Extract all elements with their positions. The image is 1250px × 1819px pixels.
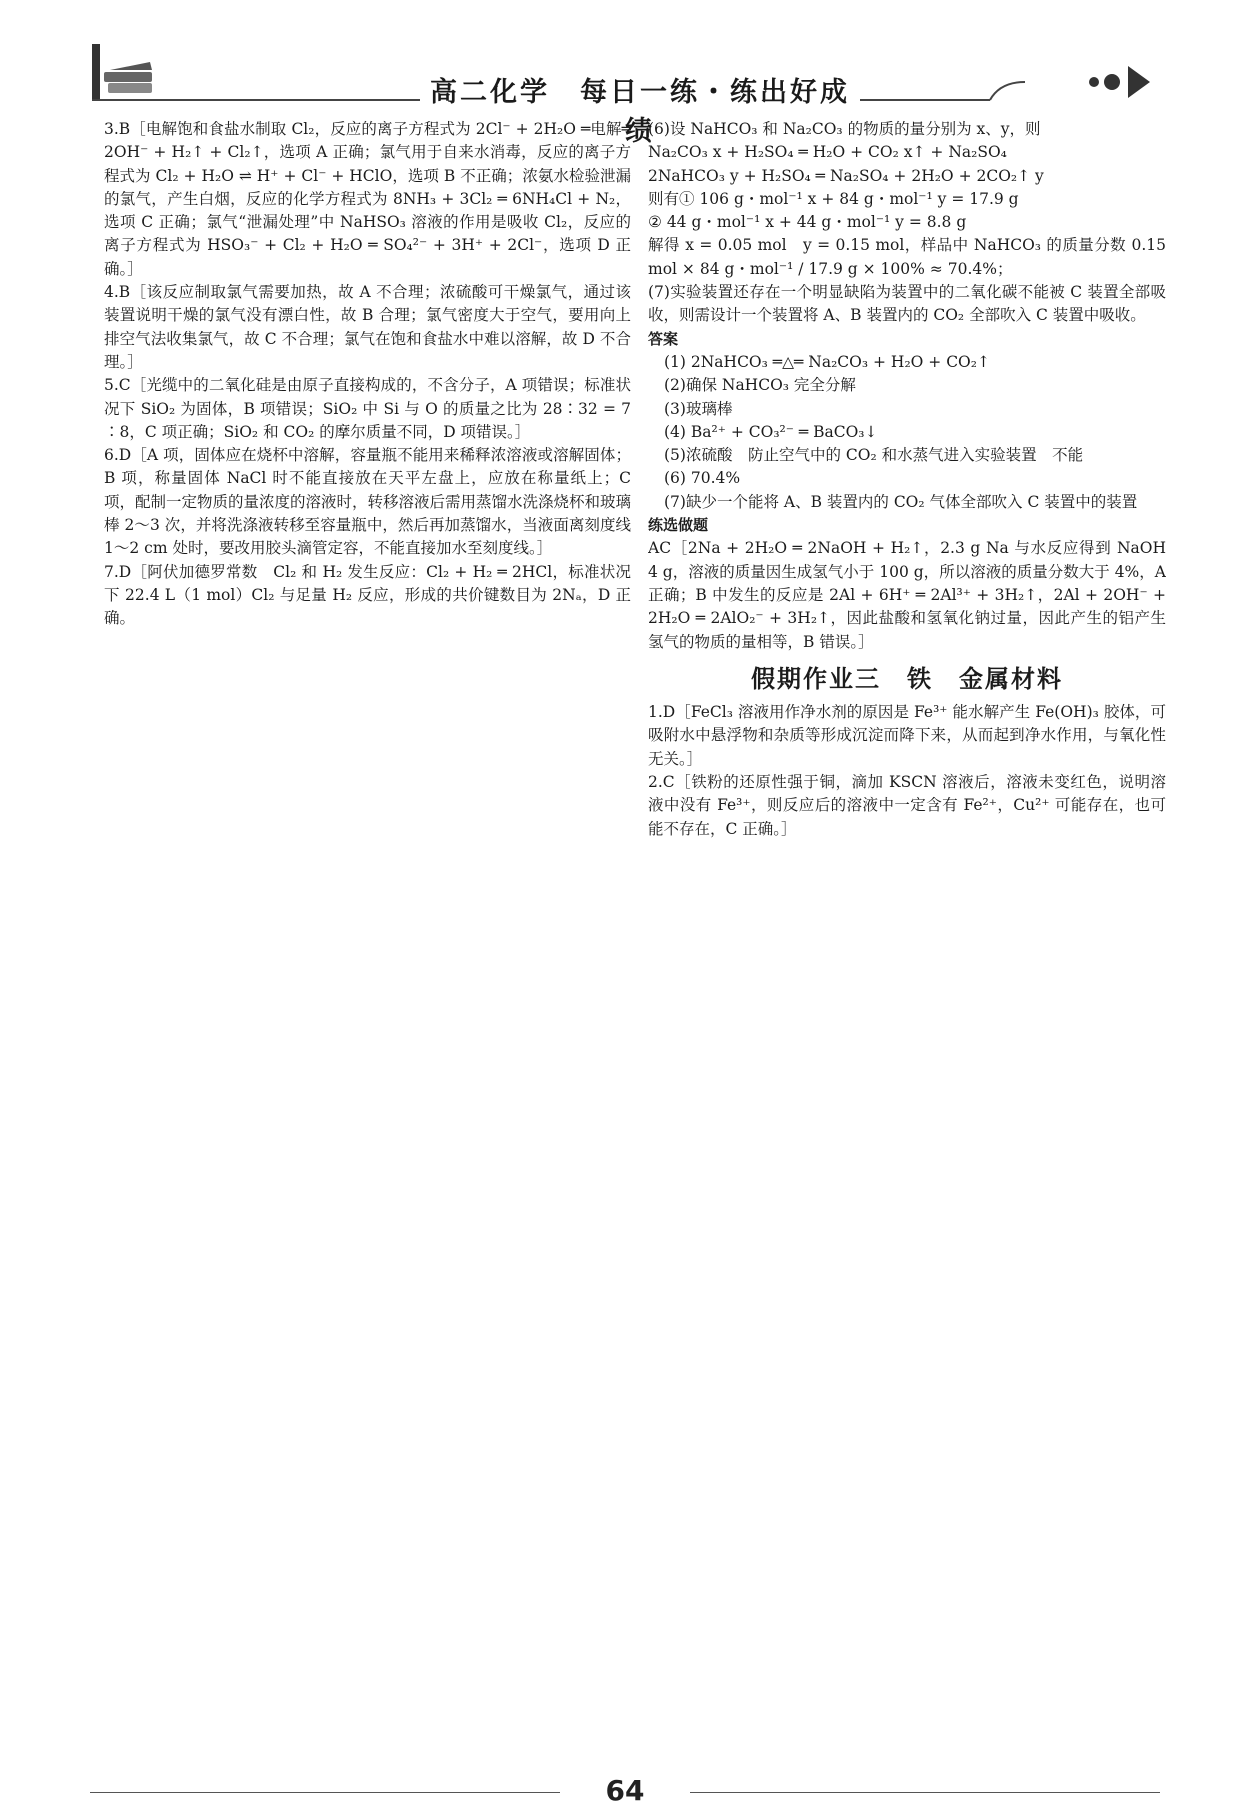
answer-line: (7)缺少一个能将 A、B 装置内的 CO₂ 气体全部吹入 C 装置中的装置 (664, 492, 1138, 511)
answer-item: 1.D［FeCl₃ 溶液用作净水剂的原因是 Fe³⁺ 能水解产生 Fe(OH)₃ 胶体，可吸附水中悬浮物和杂质等形成沉淀而降下来，从而起到净水作用，与氧化性无关。］ (648, 703, 1166, 768)
solution-line: 解得 x = 0.05 mol y = 0.15 mol，样品中 NaHCO₃ 的质量分数 0.15 mol × 84 g・mol⁻¹ / 17.9 g × 100% ≈ 70.4%； (648, 236, 1166, 278)
answer-line: (2)确保 NaHCO₃ 完全分解 (664, 376, 856, 395)
footer-rule-right (690, 1792, 1160, 1793)
arrow-dots-icon (1089, 66, 1150, 98)
answer-item: 7.D［阿伏加德罗常数 Cl₂ 和 H₂ 发生反应：Cl₂ + H₂ ═ 2HCl，标准状况下 22.4 L（1 mol）Cl₂ 与足量 H₂ 反应，形成的共价键数目为 2Nₐ，D 正确。 (104, 562, 631, 628)
solution-line: (7)实验装置还存在一个明显缺陷为装置中的二氧化碳不能被 C 装置全部吸收，则需设计一个装置将 A、B 装置内的 CO₂ 全部吹入 C 装置中吸收。 (648, 283, 1166, 325)
answer-item: 3.B［电解饱和食盐水制取 Cl₂，反应的离子方程式为 2Cl⁻ + 2H₂O ═电解═ 2OH⁻ + H₂↑ + Cl₂↑，选项 A 正确；氯气用于自来水消毒，反应的离子方程式为 Cl₂ + H₂O ⇌ H⁺ + Cl⁻ + HClO，选项 B 不正确；浓氨水检验泄漏的氯气，产生白烟，反应的化学方程式为 8NH₃ + 3Cl₂ ═ 6NH₄Cl + N₂，选项 C 正确；氯气“泄漏处理”中 NaHSO₃ 溶液的作用是吸收 Cl₂，反应的离子方程式为 HSO₃⁻ + Cl₂ + H₂O ═ SO₄²⁻ + 3H⁺ + 2Cl⁻，选项 D 正确。］ (104, 120, 631, 278)
page-footer (0, 1770, 1250, 1810)
footer-rule-left (90, 1792, 560, 1793)
page-number: 64 (605, 1774, 645, 1807)
books-icon (92, 44, 152, 100)
practice-text: AC［2Na + 2H₂O ═ 2NaOH + H₂↑，2.3 g Na 与水反应得到 NaOH 4 g，溶液的质量因生成氢气小于 100 g，所以溶液的质量分数大于 4%，A 正确；B 中发生的反应是 2Al + 6H⁺ ═ 2Al³⁺ + 3H₂↑，2Al + 2OH⁻ + 2H₂O ═ 2AlO₂⁻ + 3H₂↑，因此盐酸和氢氧化钠过量，因此产生的铝产生氢气的物质的量相等，B 错误。］ (648, 539, 1166, 651)
answer-item: 6.D［A 项，固体应在烧杯中溶解，容量瓶不能用来稀释浓溶液或溶解固体；B 项，称量固体 NaCl 时不能直接放在天平左盘上，应放在称量纸上；C 项，配制一定物质的量浓度的溶液时，转移溶液后需用蒸馏水洗涤烧杯和玻璃棒 2～3 次，并将洗涤液转移至容量瓶中，然后再加蒸馏水，当液面离刻度线 1～2 cm 处时，要改用胶头滴管定容，不能直接加水至刻度线。］ (104, 446, 631, 558)
answer-line: (5)浓硫酸 防止空气中的 CO₂ 和水蒸气进入实验装置 不能 (664, 446, 1084, 465)
solution-line: Na₂CO₃ x + H₂SO₄ ═ H₂O + CO₂ x↑ + Na₂SO₄ (648, 143, 1007, 162)
page-title: 高二化学 每日一练・练出好成绩 (430, 77, 850, 147)
answer-line: (3)玻璃棒 (664, 399, 733, 418)
answer-item: 2.C［铁粉的还原性强于铜，滴加 KSCN 溶液后，溶液未变红色，说明溶液中没有 Fe³⁺，则反应后的溶液中一定含有 Fe²⁺，Cu²⁺ 可能存在，也可能不存在，C 正确。］ (648, 773, 1166, 838)
solution-line: 2NaHCO₃ y + H₂SO₄ ═ Na₂SO₄ + 2H₂O + 2CO₂↑ y (648, 166, 1044, 185)
answer-item: 4.B［该反应制取氯气需要加热，故 A 不合理；浓硫酸可干燥氯气，通过该装置说明干燥的氯气没有漂白性，故 B 合理；氯气密度大于空气，要用向上排空气法收集氯气，故 C 不合理；氯气在饱和食盐水中难以溶解，故 D 不合理。］ (104, 283, 631, 371)
solution-line: (6)设 NaHCO₃ 和 Na₂CO₃ 的物质的量分别为 x、y，则 (648, 120, 1041, 138)
solution-line: 则有① 106 g・mol⁻¹ x + 84 g・mol⁻¹ y = 17.9 g (648, 189, 1019, 208)
answer-line: (4) Ba²⁺ + CO₃²⁻ ═ BaCO₃↓ (664, 422, 878, 441)
answer-label: 答案 (648, 329, 679, 348)
right-column (648, 118, 1166, 1738)
answer-item: 5.C［光缆中的二氧化硅是由原子直接构成的，不含分子，A 项错误；标准状况下 SiO₂ 为固体，B 项错误；SiO₂ 中 Si 与 O 的质量之比为 28∶32 = 7∶8，C 项正确；SiO₂ 和 CO₂ 的摩尔质量不同，D 项错误。］ (104, 376, 631, 441)
solution-line: ② 44 g・mol⁻¹ x + 44 g・mol⁻¹ y = 8.8 g (648, 213, 967, 232)
section-title: 假期作业三 铁 金属材料 (751, 664, 1063, 693)
answer-line: (6) 70.4% (664, 469, 741, 488)
left-column (104, 118, 631, 1738)
practice-heading: 练选做题 (648, 516, 709, 535)
answer-line: (1) 2NaHCO₃ ═△═ Na₂CO₃ + H₂O + CO₂↑ (664, 352, 990, 371)
